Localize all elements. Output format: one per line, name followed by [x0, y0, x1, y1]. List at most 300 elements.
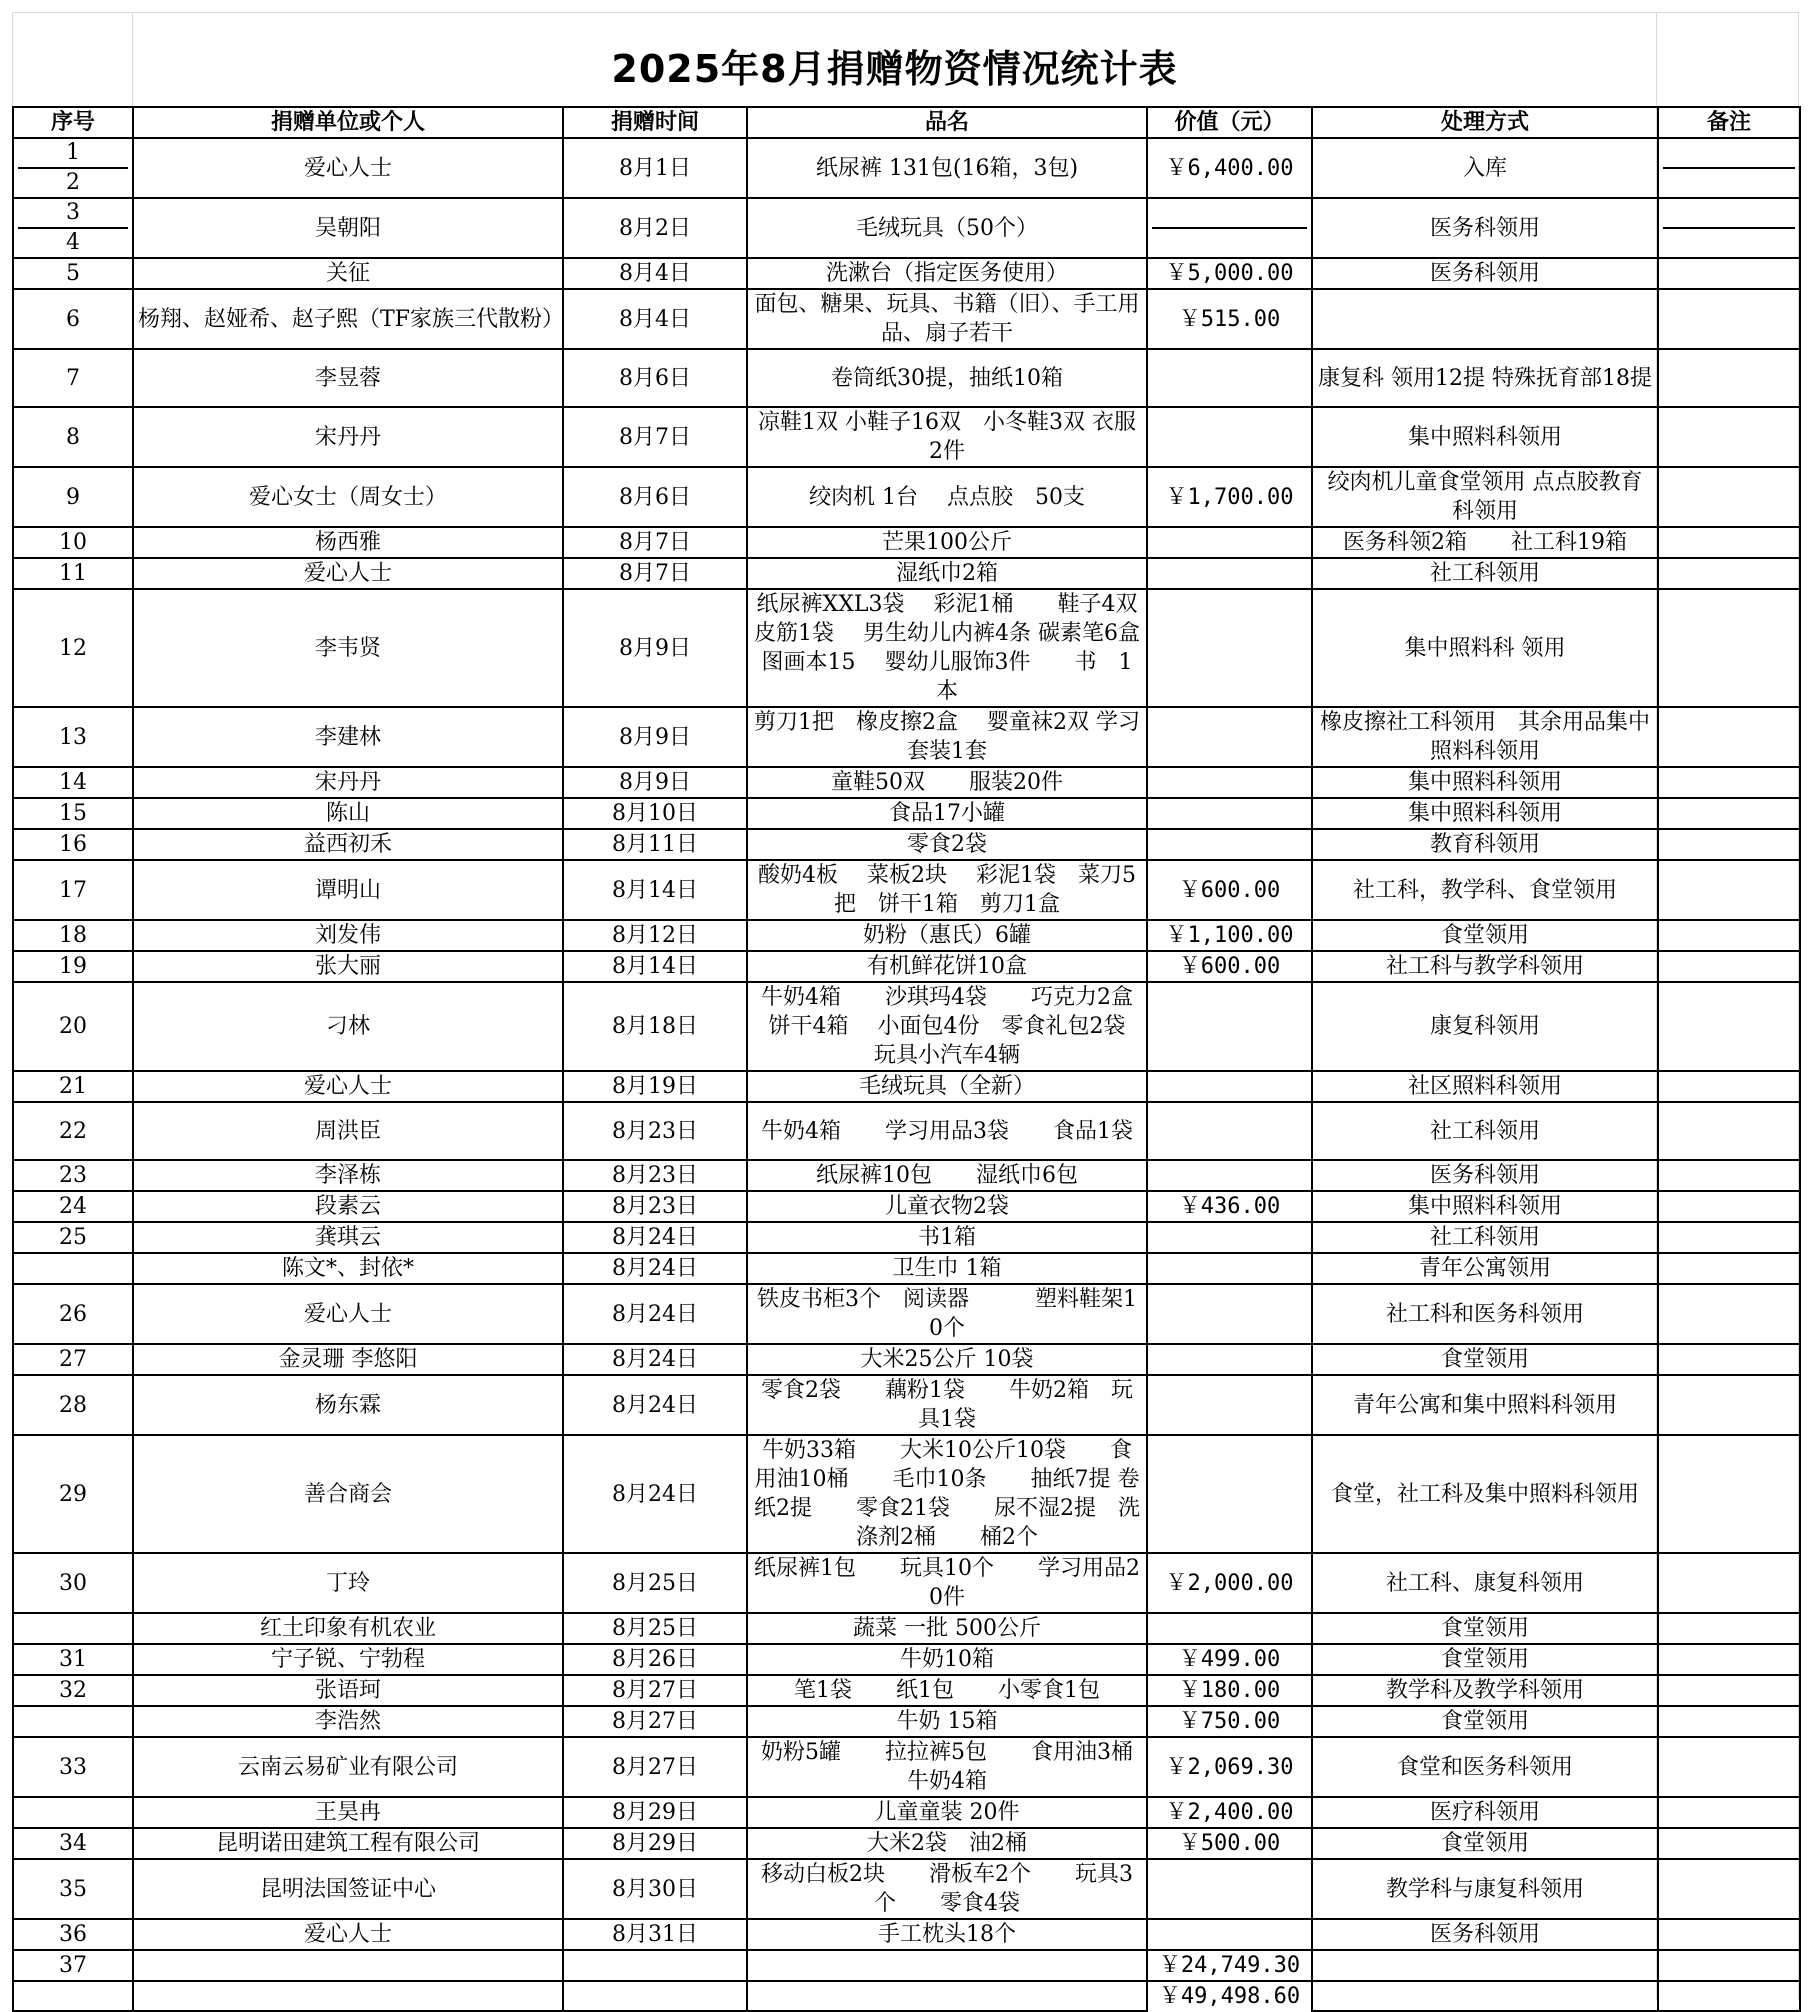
value-cell [1147, 1919, 1312, 1950]
row-number [13, 1706, 133, 1737]
date-cell: 8月7日 [563, 558, 747, 589]
row-number: 8 [13, 407, 133, 467]
date-cell: 8月24日 [563, 1435, 747, 1553]
handling-cell: 集中照料科领用 [1312, 767, 1658, 798]
item-cell: 有机鲜花饼10盒 [747, 951, 1147, 982]
note-cell [1658, 1160, 1800, 1191]
row-number: 29 [13, 1435, 133, 1553]
note-cell [1658, 829, 1800, 860]
donor-cell: 杨翔、赵娅希、赵子熙（TF家族三代散粉） [133, 289, 563, 349]
row-number: 9 [13, 467, 133, 527]
donor-cell: 李泽栋 [133, 1160, 563, 1191]
row-number: 14 [13, 767, 133, 798]
donor-cell: 爱心人士 [133, 1071, 563, 1102]
date-cell: 8月27日 [563, 1706, 747, 1737]
value-cell [1147, 407, 1312, 467]
table-row [13, 1919, 1800, 1950]
page-title: 2025年8月捐赠物资情况统计表 [611, 46, 1178, 91]
header-handling: 处理方式 [1312, 107, 1658, 138]
item-cell: 芒果100公斤 [747, 527, 1147, 558]
table-row [13, 258, 1800, 289]
table-row [13, 1375, 1800, 1435]
value-cell: ￥1,100.00 [1147, 920, 1312, 951]
value-cell: ￥600.00 [1147, 951, 1312, 982]
value-cell: ￥500.00 [1147, 1828, 1312, 1859]
donor-cell: 益西初禾 [133, 829, 563, 860]
value-cell [1147, 1375, 1312, 1435]
total-row [13, 1950, 1800, 1981]
date-cell: 8月31日 [563, 1919, 747, 1950]
handling-cell: 食堂和医务科领用 [1312, 1737, 1658, 1797]
item-cell: 奶粉5罐 拉拉裤5包 食用油3桶 牛奶4箱 [747, 1737, 1147, 1797]
handling-cell: 康复科 领用12提 特殊抚育部18提 [1312, 349, 1658, 407]
value-cell: ￥6,400.00 [1147, 138, 1312, 198]
note-cell [1658, 198, 1800, 258]
note-cell [1658, 1344, 1800, 1375]
date-cell: 8月9日 [563, 589, 747, 707]
date-cell: 8月18日 [563, 982, 747, 1071]
table-row [13, 527, 1800, 558]
value-cell [1147, 1859, 1312, 1919]
value-cell [1147, 1344, 1312, 1375]
note-cell [1658, 707, 1800, 767]
value-cell [1147, 1284, 1312, 1344]
item-cell: 奶粉（惠氏）6罐 [747, 920, 1147, 951]
table-row [13, 1797, 1800, 1828]
value-cell: ￥1,700.00 [1147, 467, 1312, 527]
value-cell [1147, 527, 1312, 558]
donor-cell: 红土印象有机农业 [133, 1613, 563, 1644]
donor-cell: 李韦贤 [133, 589, 563, 707]
donor-cell: 周洪臣 [133, 1102, 563, 1160]
donor-cell: 爱心人士 [133, 1284, 563, 1344]
value-cell: ￥600.00 [1147, 860, 1312, 920]
table-row [13, 1071, 1800, 1102]
donor-cell: 张语珂 [133, 1675, 563, 1706]
value-cell [1147, 798, 1312, 829]
item-cell: 书1箱 [747, 1222, 1147, 1253]
handling-cell: 青年公寓领用 [1312, 1253, 1658, 1284]
row-number: 6 [13, 289, 133, 349]
table-row [13, 1828, 1800, 1859]
table-row [13, 982, 1800, 1071]
value-cell [1147, 589, 1312, 707]
donor-cell: 李浩然 [133, 1706, 563, 1737]
handling-cell: 医务科领用 [1312, 258, 1658, 289]
value-cell [1147, 829, 1312, 860]
donor-cell: 宋丹丹 [133, 767, 563, 798]
item-cell: 卫生巾 1箱 [747, 1253, 1147, 1284]
note-cell [1658, 1859, 1800, 1919]
value-cell [1147, 558, 1312, 589]
row-number [13, 1613, 133, 1644]
date-cell: 8月23日 [563, 1191, 747, 1222]
row-number [13, 1253, 133, 1284]
handling-cell: 入库 [1312, 138, 1658, 198]
table-row [13, 798, 1800, 829]
table-row [13, 860, 1800, 920]
donor-cell: 谭明山 [133, 860, 563, 920]
handling-cell: 医务科领用 [1312, 1160, 1658, 1191]
item-cell: 移动白板2块 滑板车2个 玩具3个 零食4袋 [747, 1859, 1147, 1919]
donor-cell: 爱心人士 [133, 558, 563, 589]
table-row [13, 1553, 1800, 1613]
handling-cell: 社工科领用 [1312, 558, 1658, 589]
handling-cell: 绞肉机儿童食堂领用 点点胶教育科领用 [1312, 467, 1658, 527]
date-cell: 8月2日 [563, 198, 747, 258]
handling-cell: 教育科领用 [1312, 829, 1658, 860]
value-cell [1147, 198, 1312, 258]
note-cell [1658, 1435, 1800, 1553]
item-cell: 毛绒玩具（50个） [747, 198, 1147, 258]
row-number [13, 1797, 133, 1828]
row-number: 21 [13, 1071, 133, 1102]
donor-cell: 陈文*、封依* [133, 1253, 563, 1284]
handling-cell: 食堂领用 [1312, 1644, 1658, 1675]
note-cell [1658, 558, 1800, 589]
date-cell: 8月24日 [563, 1375, 747, 1435]
handling-cell: 医疗科领用 [1312, 1797, 1658, 1828]
note-cell [1658, 951, 1800, 982]
item-cell: 大米2袋 油2桶 [747, 1828, 1147, 1859]
donor-cell: 吴朝阳 [133, 198, 563, 258]
note-cell [1658, 1706, 1800, 1737]
date-cell: 8月26日 [563, 1644, 747, 1675]
item-cell: 牛奶4箱 沙琪玛4袋 巧克力2盒 饼干4箱 小面包4份 零食礼包2袋 玩具小汽车4辆 [747, 982, 1147, 1071]
item-cell: 纸尿裤1包 玩具10个 学习用品20件 [747, 1553, 1147, 1613]
date-cell: 8月4日 [563, 258, 747, 289]
donor-cell: 爱心人士 [133, 1919, 563, 1950]
row-number: 34 [13, 1828, 133, 1859]
note-cell [1658, 1737, 1800, 1797]
table-row [13, 1284, 1800, 1344]
row-number: 35 [13, 1859, 133, 1919]
header-donor: 捐赠单位或个人 [133, 107, 563, 138]
note-cell [1658, 1644, 1800, 1675]
handling-cell: 食堂领用 [1312, 1706, 1658, 1737]
donor-cell: 杨西雅 [133, 527, 563, 558]
value-cell: ￥515.00 [1147, 289, 1312, 349]
date-cell: 8月6日 [563, 349, 747, 407]
donor-cell: 陈山 [133, 798, 563, 829]
header-no: 序号 [13, 107, 133, 138]
item-cell: 童鞋50双 服装20件 [747, 767, 1147, 798]
table-row [13, 407, 1800, 467]
handling-cell: 社工科和医务科领用 [1312, 1284, 1658, 1344]
handling-cell: 集中照料科 领用 [1312, 589, 1658, 707]
date-cell: 8月24日 [563, 1222, 747, 1253]
table-row [13, 1191, 1800, 1222]
date-cell: 8月1日 [563, 138, 747, 198]
donor-cell: 关征 [133, 258, 563, 289]
note-cell [1658, 1375, 1800, 1435]
value-cell: ￥2,069.30 [1147, 1737, 1312, 1797]
table-row [13, 707, 1800, 767]
item-cell: 牛奶4箱 学习用品3袋 食品1袋 [747, 1102, 1147, 1160]
row-number: 20 [13, 982, 133, 1071]
donor-cell: 刘发伟 [133, 920, 563, 951]
note-cell [1658, 258, 1800, 289]
grid-line [12, 12, 1799, 13]
row-number: 1 2 [13, 138, 133, 198]
donation-table [12, 106, 1801, 2012]
handling-cell: 橡皮擦社工科领用 其余用品集中照料科领用 [1312, 707, 1658, 767]
handling-cell: 集中照料科领用 [1312, 407, 1658, 467]
note-cell [1658, 1071, 1800, 1102]
table-row [13, 920, 1800, 951]
value-cell [1147, 1435, 1312, 1553]
table-row [13, 1102, 1800, 1160]
row-number: 33 [13, 1737, 133, 1797]
value-cell [1147, 767, 1312, 798]
item-cell: 大米25公斤 10袋 [747, 1344, 1147, 1375]
value-cell: ￥436.00 [1147, 1191, 1312, 1222]
item-cell: 纸尿裤10包 湿纸巾6包 [747, 1160, 1147, 1191]
handling-cell: 医务科领2箱 社工科19箱 [1312, 527, 1658, 558]
grand-total-row [13, 1981, 1800, 2011]
donor-cell: 爱心人士 [133, 138, 563, 198]
note-cell [1658, 349, 1800, 407]
note-cell [1658, 920, 1800, 951]
handling-cell [1312, 289, 1658, 349]
table-row [13, 1706, 1800, 1737]
date-cell: 8月29日 [563, 1828, 747, 1859]
date-cell: 8月11日 [563, 829, 747, 860]
item-cell: 牛奶33箱 大米10公斤10袋 食用油10桶 毛巾10条 抽纸7提 卷纸2提 零食21袋 尿不湿2提 洗涤剂2桶 桶2个 [747, 1435, 1147, 1553]
date-cell: 8月9日 [563, 767, 747, 798]
note-cell [1658, 1222, 1800, 1253]
row-number: 3 4 [13, 198, 133, 258]
note-cell [1658, 407, 1800, 467]
handling-cell: 食堂领用 [1312, 1344, 1658, 1375]
table-row [13, 349, 1800, 407]
donor-cell: 宋丹丹 [133, 407, 563, 467]
item-cell: 凉鞋1双 小鞋子16双 小冬鞋3双 衣服2件 [747, 407, 1147, 467]
handling-cell: 社区照料科领用 [1312, 1071, 1658, 1102]
date-cell: 8月24日 [563, 1253, 747, 1284]
item-cell: 牛奶 15箱 [747, 1706, 1147, 1737]
row-number: 25 [13, 1222, 133, 1253]
table-row [13, 289, 1800, 349]
row-number: 30 [13, 1553, 133, 1613]
handling-cell: 青年公寓和集中照料科领用 [1312, 1375, 1658, 1435]
donor-cell: 宁子锐、宁勃程 [133, 1644, 563, 1675]
note-cell [1658, 527, 1800, 558]
donor-cell: 李昱蓉 [133, 349, 563, 407]
header-row [13, 107, 1800, 138]
row-number: 31 [13, 1644, 133, 1675]
value-cell [1147, 1613, 1312, 1644]
grand-total-value: ￥49,498.60 [1147, 1981, 1312, 2011]
date-cell: 8月6日 [563, 467, 747, 527]
donor-cell: 善合商会 [133, 1435, 563, 1553]
value-cell [1147, 1253, 1312, 1284]
date-cell: 8月23日 [563, 1160, 747, 1191]
value-cell: ￥2,000.00 [1147, 1553, 1312, 1613]
handling-cell: 食堂，社工科及集中照料科领用 [1312, 1435, 1658, 1553]
table-row [13, 1675, 1800, 1706]
value-cell [1147, 707, 1312, 767]
date-cell: 8月29日 [563, 1797, 747, 1828]
item-cell: 零食2袋 [747, 829, 1147, 860]
value-cell: ￥750.00 [1147, 1706, 1312, 1737]
item-cell: 儿童衣物2袋 [747, 1191, 1147, 1222]
value-cell [1147, 1222, 1312, 1253]
note-cell [1658, 798, 1800, 829]
table-row [13, 1435, 1800, 1553]
donor-cell: 张大丽 [133, 951, 563, 982]
table-row [13, 1644, 1800, 1675]
handling-cell: 食堂领用 [1312, 1613, 1658, 1644]
row-number: 16 [13, 829, 133, 860]
date-cell: 8月24日 [563, 1344, 747, 1375]
row-number: 23 [13, 1160, 133, 1191]
row-number: 15 [13, 798, 133, 829]
date-cell: 8月27日 [563, 1737, 747, 1797]
note-cell [1658, 589, 1800, 707]
table-row [13, 1613, 1800, 1644]
table-row [13, 558, 1800, 589]
note-cell [1658, 1613, 1800, 1644]
donor-cell: 爱心女士（周女士） [133, 467, 563, 527]
donor-cell: 龚琪云 [133, 1222, 563, 1253]
date-cell: 8月4日 [563, 289, 747, 349]
item-cell: 食品17小罐 [747, 798, 1147, 829]
row-number: 28 [13, 1375, 133, 1435]
row-number: 7 [13, 349, 133, 407]
value-cell: ￥5,000.00 [1147, 258, 1312, 289]
donor-cell: 金灵珊 李悠阳 [133, 1344, 563, 1375]
item-cell: 卷筒纸30提，抽纸10箱 [747, 349, 1147, 407]
handling-cell: 社工科，教学科、食堂领用 [1312, 860, 1658, 920]
item-cell: 剪刀1把 橡皮擦2盒 婴童袜2双 学习套装1套 [747, 707, 1147, 767]
date-cell: 8月24日 [563, 1284, 747, 1344]
value-cell: ￥180.00 [1147, 1675, 1312, 1706]
row-number: 19 [13, 951, 133, 982]
handling-cell: 康复科领用 [1312, 982, 1658, 1071]
item-cell: 手工枕头18个 [747, 1919, 1147, 1950]
handling-cell: 社工科领用 [1312, 1222, 1658, 1253]
table-row [13, 1253, 1800, 1284]
table-row [13, 198, 1800, 258]
row-number: 11 [13, 558, 133, 589]
note-cell [1658, 1191, 1800, 1222]
note-cell [1658, 767, 1800, 798]
date-cell: 8月25日 [563, 1613, 747, 1644]
donor-cell: 杨东霖 [133, 1375, 563, 1435]
donor-cell: 段素云 [133, 1191, 563, 1222]
note-cell [1658, 1102, 1800, 1160]
note-cell [1658, 982, 1800, 1071]
item-cell: 笔1袋 纸1包 小零食1包 [747, 1675, 1147, 1706]
row-number: 26 [13, 1284, 133, 1344]
donor-cell: 刁林 [133, 982, 563, 1071]
row-number: 36 [13, 1919, 133, 1950]
total-value: ￥24,749.30 [1147, 1950, 1312, 1981]
note-cell [1658, 1797, 1800, 1828]
row-number: 10 [13, 527, 133, 558]
row-number: 17 [13, 860, 133, 920]
item-cell: 铁皮书柜3个 阅读器 塑料鞋架10个 [747, 1284, 1147, 1344]
row-number: 32 [13, 1675, 133, 1706]
header-value: 价值（元） [1147, 107, 1312, 138]
table-row [13, 767, 1800, 798]
item-cell: 零食2袋 藕粉1袋 牛奶2箱 玩具1袋 [747, 1375, 1147, 1435]
row-number: 13 [13, 707, 133, 767]
handling-cell: 医务科领用 [1312, 1919, 1658, 1950]
handling-cell: 教学科与康复科领用 [1312, 1859, 1658, 1919]
handling-cell: 食堂领用 [1312, 920, 1658, 951]
item-cell: 湿纸巾2箱 [747, 558, 1147, 589]
item-cell: 纸尿裤XXL3袋 彩泥1桶 鞋子4双 皮筋1袋 男生幼儿内裤4条 碳素笔6盒 图画本15 婴幼儿服饰3件 书 1本 [747, 589, 1147, 707]
row-number: 12 [13, 589, 133, 707]
date-cell: 8月19日 [563, 1071, 747, 1102]
donor-cell: 丁玲 [133, 1553, 563, 1613]
handling-cell [1312, 1950, 1658, 1981]
row-number: 24 [13, 1191, 133, 1222]
donor-cell: 李建林 [133, 707, 563, 767]
date-cell: 8月7日 [563, 407, 747, 467]
date-cell: 8月14日 [563, 860, 747, 920]
header-note: 备注 [1658, 107, 1800, 138]
note-cell [1658, 1675, 1800, 1706]
handling-cell: 社工科、康复科领用 [1312, 1553, 1658, 1613]
date-cell: 8月10日 [563, 798, 747, 829]
date-cell [563, 1950, 747, 1981]
donor-cell: 昆明诺田建筑工程有限公司 [133, 1828, 563, 1859]
note-cell [1658, 1284, 1800, 1344]
item-cell: 纸尿裤 131包(16箱，3包) [747, 138, 1147, 198]
item-cell: 酸奶4板 菜板2块 彩泥1袋 菜刀5把 饼干1箱 剪刀1盒 [747, 860, 1147, 920]
note-cell [1658, 1919, 1800, 1950]
table-row [13, 1160, 1800, 1191]
item-cell [747, 1950, 1147, 1981]
handling-cell: 社工科领用 [1312, 1102, 1658, 1160]
note-cell [1658, 1253, 1800, 1284]
value-cell [1147, 1160, 1312, 1191]
value-cell [1147, 349, 1312, 407]
handling-cell: 社工科与教学科领用 [1312, 951, 1658, 982]
table-row [13, 1859, 1800, 1919]
donor-cell: 云南云易矿业有限公司 [133, 1737, 563, 1797]
handling-cell: 教学科及教学科领用 [1312, 1675, 1658, 1706]
header-date: 捐赠时间 [563, 107, 747, 138]
table-row [13, 829, 1800, 860]
table-row [13, 467, 1800, 527]
item-cell: 儿童童装 20件 [747, 1797, 1147, 1828]
row-number: 22 [13, 1102, 133, 1160]
date-cell: 8月7日 [563, 527, 747, 558]
value-cell [1147, 1071, 1312, 1102]
donor-cell [133, 1950, 563, 1981]
note-cell [1658, 860, 1800, 920]
handling-cell: 集中照料科领用 [1312, 798, 1658, 829]
note-cell [1658, 1828, 1800, 1859]
item-cell: 洗漱台（指定医务使用） [747, 258, 1147, 289]
row-number: 18 [13, 920, 133, 951]
table-row [13, 951, 1800, 982]
donor-cell: 王昊冉 [133, 1797, 563, 1828]
date-cell: 8月14日 [563, 951, 747, 982]
note-cell [1658, 289, 1800, 349]
date-cell: 8月27日 [563, 1675, 747, 1706]
date-cell: 8月23日 [563, 1102, 747, 1160]
table-row [13, 1344, 1800, 1375]
date-cell: 8月9日 [563, 707, 747, 767]
date-cell: 8月30日 [563, 1859, 747, 1919]
table-row [13, 138, 1800, 198]
date-cell: 8月12日 [563, 920, 747, 951]
